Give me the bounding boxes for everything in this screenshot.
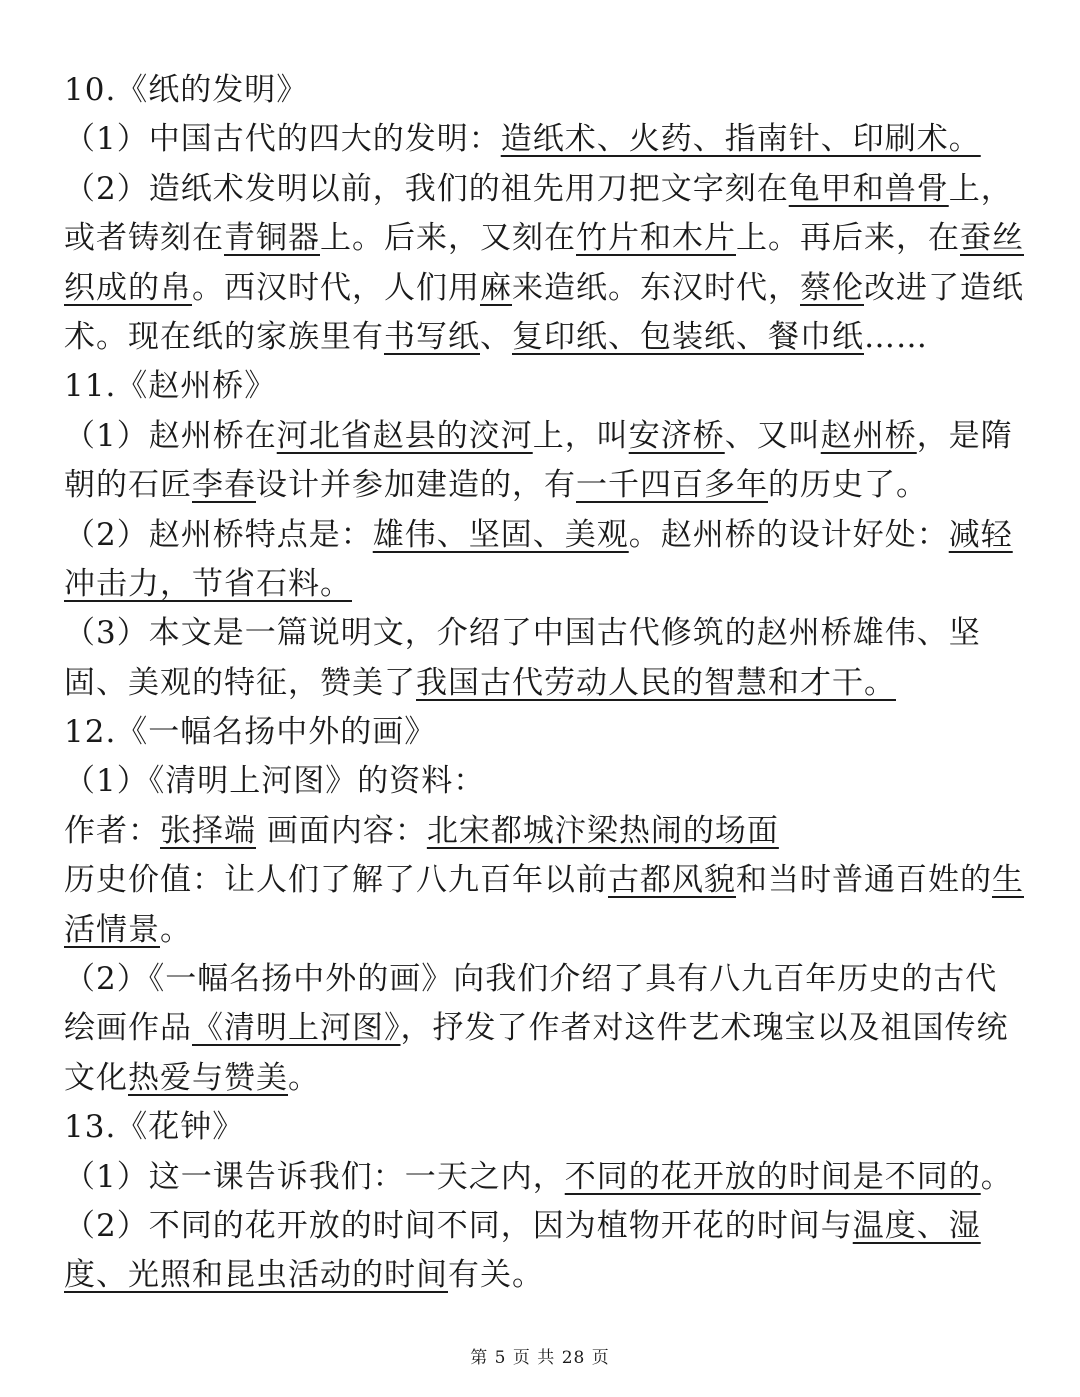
underlined-answer: 李春 [192, 467, 256, 504]
text-segment: 。西汉时代，人们用 [192, 269, 480, 306]
underlined-answer: 张择端 [160, 812, 256, 849]
text-line [64, 511, 1024, 560]
text-line [64, 609, 1024, 658]
text-line [64, 214, 1024, 263]
text-segment: 术。现在纸的家族里有 [64, 318, 384, 355]
underlined-answer: 青铜器 [224, 220, 320, 257]
text-segment: （1）这一课告诉我们：一天之内， [64, 1158, 565, 1195]
underlined-answer: 温度、湿 [852, 1207, 981, 1244]
underlined-answer: 织成的帛 [64, 269, 192, 306]
text-segment: 。 [288, 1059, 320, 1096]
text-segment: 、又叫 [724, 417, 821, 454]
text-segment: 、 [480, 318, 512, 355]
underlined-answer: 一千四百多年 [576, 467, 768, 504]
underlined-answer: 龟甲和兽骨 [788, 170, 949, 207]
text-line [64, 461, 1024, 510]
text-segment: 朝的石匠 [64, 467, 192, 504]
text-line [64, 1251, 1024, 1300]
text-line [64, 659, 1024, 708]
text-segment: 上， [948, 170, 1013, 207]
text-segment: 12.《一幅名扬中外的画》 [64, 714, 437, 751]
underlined-answer: 我国古代劳动人民的智慧和才干。 [416, 664, 896, 701]
text-line [64, 560, 1024, 609]
text-segment: 。赵州桥的设计好处： [628, 516, 949, 553]
text-line [64, 757, 1024, 806]
text-segment: 作者： [64, 812, 160, 849]
text-segment: 上，叫 [532, 417, 629, 454]
underlined-answer: 赵州桥 [820, 417, 917, 454]
text-line [64, 412, 1024, 461]
text-segment: 画面内容： [256, 812, 427, 849]
text-segment: ，抒发了作者对这件艺术瑰宝以及祖国传统 [400, 1010, 1009, 1047]
text-segment: …… [864, 318, 928, 355]
text-line [64, 66, 1024, 115]
text-segment: 固、美观的特征，赞美了 [64, 664, 416, 701]
text-segment: （1）赵州桥在 [64, 417, 277, 454]
text-line [64, 1202, 1024, 1251]
underlined-answer: 麻 [480, 269, 512, 306]
text-segment: （2）赵州桥特点是： [64, 516, 373, 553]
text-segment: 来造纸。东汉时代， [512, 269, 800, 306]
underlined-answer: 北宋都城汴梁热闹的场面 [426, 812, 779, 849]
underlined-answer: 生 [992, 862, 1024, 899]
underlined-answer: 减轻 [948, 516, 1013, 553]
underlined-answer: 活情景 [64, 911, 160, 948]
text-segment: 上。再后来，在 [736, 220, 960, 257]
text-segment: （2）不同的花开放的时间不同，因为植物开花的时间与 [64, 1207, 853, 1244]
text-line [64, 115, 1024, 164]
text-segment: 。 [980, 1158, 1013, 1195]
text-line [64, 1054, 1024, 1103]
underlined-answer: 竹片和木片 [576, 220, 736, 257]
underlined-answer: 书写纸 [384, 318, 480, 355]
underlined-answer: 不同的花开放的时间是不同的 [564, 1158, 981, 1195]
text-line [64, 1004, 1024, 1053]
text-segment: （2）《一幅名扬中外的画》向我们介绍了具有八九百年历史的古代 [64, 961, 998, 998]
text-line [64, 165, 1024, 214]
text-segment: （3）本文是一篇说明文，介绍了中国古代修筑的赵州桥雄伟、坚 [64, 615, 981, 652]
text-line [64, 313, 1024, 362]
text-segment: ，是隋 [916, 417, 1013, 454]
underlined-answer: 度、光照和昆虫活动的时间 [64, 1257, 448, 1294]
text-segment: （1）中国古代的四大的发明： [64, 121, 501, 158]
text-segment: 上。后来，又刻在 [320, 220, 576, 257]
text-segment: 11.《赵州桥》 [64, 368, 277, 405]
underlined-answer: 雄伟、坚固、美观 [372, 516, 629, 553]
text-segment: 或者铸刻在 [64, 220, 224, 257]
text-line [64, 856, 1024, 905]
text-line [64, 264, 1024, 313]
text-segment: 。 [160, 911, 192, 948]
underlined-answer: 冲击力，节省石料。 [64, 565, 352, 602]
underlined-answer: 河北省赵县的洨河 [276, 417, 533, 454]
text-segment: 和当时普通百姓的 [736, 862, 992, 899]
text-segment: 文化 [64, 1059, 128, 1096]
underlined-answer: 《清明上河图》 [192, 1010, 401, 1047]
text-line [64, 1153, 1024, 1202]
underlined-answer: 蚕丝 [960, 220, 1024, 257]
document-body [64, 66, 1024, 1301]
text-segment: （2）造纸术发明以前，我们的祖先用刀把文字刻在 [64, 170, 789, 207]
underlined-answer: 复印纸、包装纸、餐巾纸 [512, 318, 864, 355]
underlined-answer: 造纸术、火药、指南针、印刷术。 [500, 121, 981, 158]
text-line [64, 362, 1024, 411]
text-line [64, 1103, 1024, 1152]
text-line [64, 955, 1024, 1004]
underlined-answer: 古都风貌 [608, 862, 736, 899]
text-segment: 历史价值：让人们了解了八九百年以前 [64, 862, 608, 899]
text-segment: （1）《清明上河图》的资料： [64, 763, 486, 800]
text-line [64, 708, 1024, 757]
page-footer: 第 5 页 共 28 页 [470, 1348, 610, 1368]
underlined-answer: 蔡伦 [800, 269, 864, 306]
text-segment: 13.《花钟》 [64, 1109, 245, 1146]
underlined-answer: 安济桥 [628, 417, 725, 454]
text-segment: 绘画作品 [64, 1010, 192, 1047]
text-segment: 10.《纸的发明》 [64, 72, 309, 108]
text-line [64, 906, 1024, 955]
text-segment: 的历史了。 [768, 467, 928, 504]
text-segment: 设计并参加建造的，有 [256, 467, 576, 504]
text-line [64, 807, 1024, 856]
underlined-answer: 热爱与赞美 [128, 1059, 288, 1096]
text-segment: 改进了造纸 [864, 269, 1024, 306]
text-segment: 有关。 [448, 1257, 544, 1294]
